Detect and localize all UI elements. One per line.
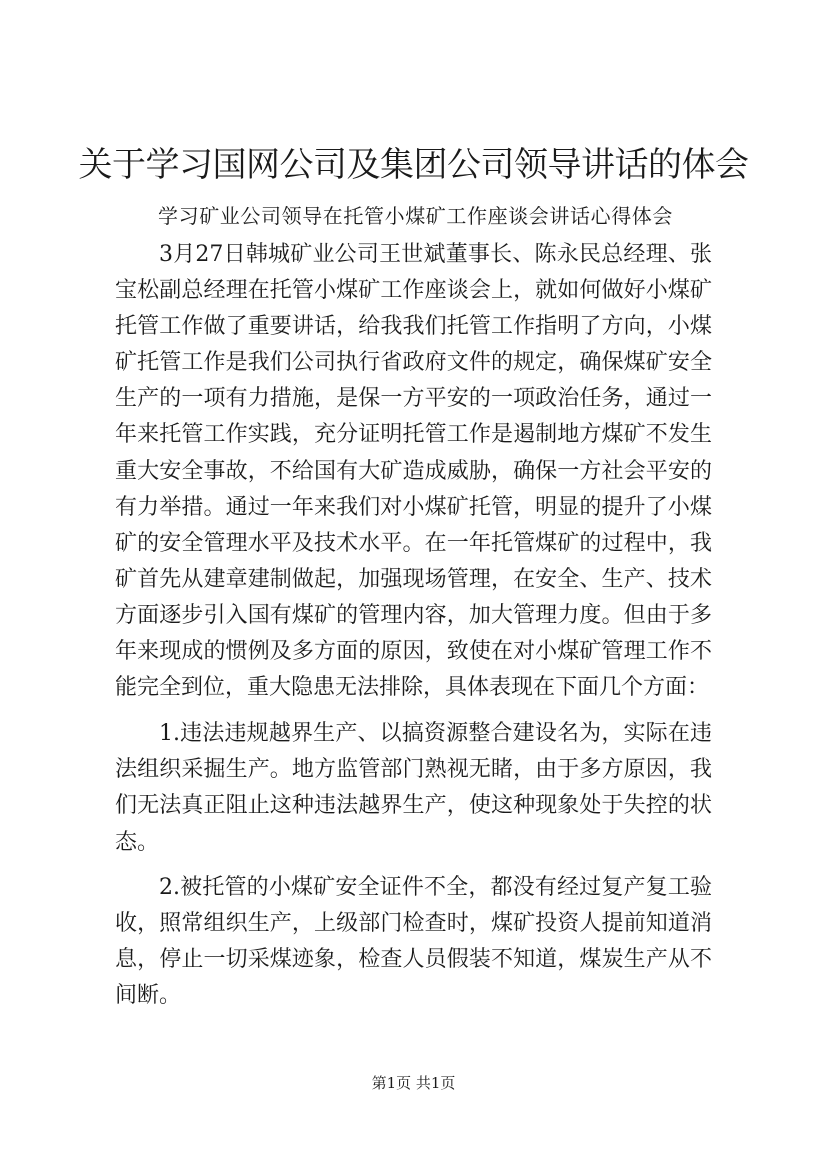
- document-body: [115, 237, 712, 1023]
- page-footer: [0, 1072, 827, 1094]
- paragraph-intro: 3月27日韩城矿业公司王世斌董事长、陈永民总经理、张宝松副总经理在托管小煤矿工作座谈会上，就如何做好小煤矿托管工作做了重要讲话，给我我们托管工作指明了方向，小煤矿托管工作是我们公司执行省政府文件的规定，确保煤矿安全生产的一项有力措施，是保一方平安的一项政治任务，通过一年来托管工作实践，充分证明托管工作是遏制地方煤矿不发生重大安全事故，不给国有大矿造成威胁，确保一方社会平安的有力举措。通过一年来我们对小煤矿托管，明显的提升了小煤矿的安全管理水平及技术水平。在一年托管煤矿的过程中，我矿首先从建章建制做起，加强现场管理，在安全、生产、技术方面逐步引入国有煤矿的管理内容，加大管理力度。但由于多年来现成的惯例及多方面的原因，致使在对小煤矿管理工作不能完全到位，重大隐患无法排除，具体表现在下面几个方面：: [115, 242, 712, 701]
- page-number-label: 第1页 共1页: [371, 1074, 456, 1092]
- document-title: 关于学习国网公司及集团公司领导讲话的体会: [78, 145, 749, 185]
- paragraph-item-1: 1.违法违规越界生产、以搞资源整合建设名为，实际在违法组织采掘生产。地方监管部门熟视无睹，由于多方原因，我们无法真正阻止这种违法越界生产，使这种现象处于失控的状态。: [115, 721, 712, 855]
- document-subtitle: 学习矿业公司领导在托管小煤矿工作座谈会讲话心得体会: [158, 204, 673, 228]
- paragraph-item-2: 2.被托管的小煤矿安全证件不全，都没有经过复产复工验收，照常组织生产，上级部门检查时，煤矿投资人提前知道消息，停止一切采煤迹象，检查人员假装不知道，煤炭生产从不间断。: [115, 874, 712, 1008]
